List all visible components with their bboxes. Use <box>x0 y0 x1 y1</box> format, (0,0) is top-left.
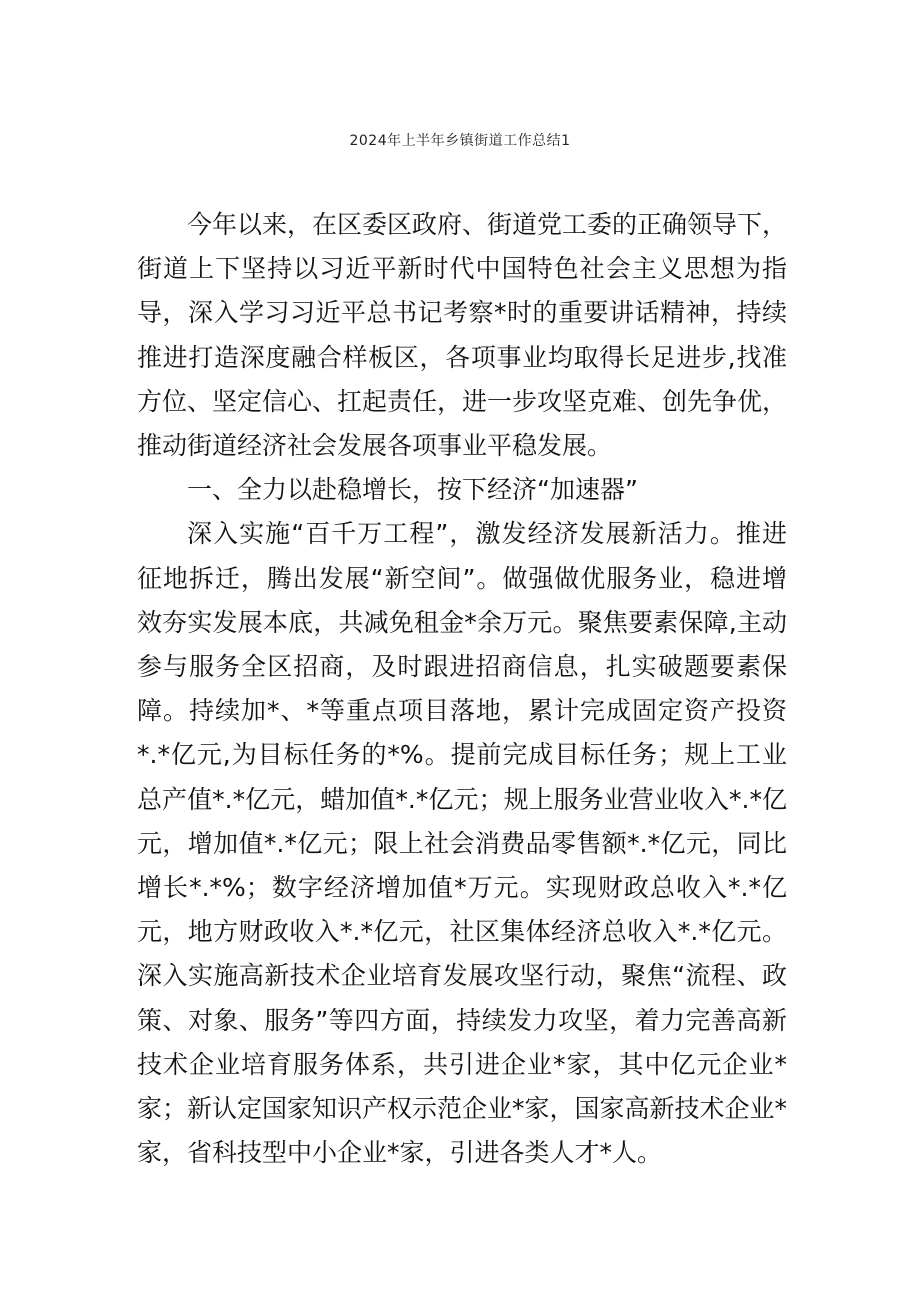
document-title: 2024年上半年乡镇街道工作总结1 <box>349 133 571 149</box>
section-paragraph: 深入实施“百千万工程”，激发经济发展新活力。推进征地拆迁，腾出发展“新空间”。做强做优服务业，稳进增效夯实发展本底，共减免租金*余万元。聚焦要素保障,主动参与服务全区招商，及时跟进招商信息，扎实破题要素保障。持续加*、*等重点项目落地，累计完成固定资产投资*.*亿元,为目标任务的*%。提前完成目标任务；规上工业总产值*.*亿元，蜡加值*.*亿元；规上服务业营业收入*.*亿元，增加值*.*亿元；限上社会消费品零售额*.*亿元，同比增长*.*%；数字经济增加值*万元。实现财政总收入*.*亿元，地方财政收入*.*亿元，社区集体经济总收入*.*亿元。深入实施高新技术企业培育发展攻坚行动，聚焦“流程、政策、对象、服务”等四方面，持续发力攻坚，着力完善高新技术企业培育服务体系，共引进企业*家，其中亿元企业*家；新认定国家知识产权示范企业*家，国家高新技术企业*家，省科技型中小企业*家，引进各类人才*人。 <box>137 519 788 1168</box>
document-body <box>137 203 787 1175</box>
intro-paragraph: 今年以来，在区委区政府、街道党工委的正确领导下，街道上下坚持以习近平新时代中国特色社会主义思想为指导，深入学习习近平总书记考察*时的重要讲话精神，持续推进打造深度融合样板区，各项事业均取得长足进步,找准方位、坚定信心、扛起责任，进一步攻坚克难、创先争优，推动街道经济社会发展各项事业平稳发展。 <box>137 210 788 461</box>
section-heading: 一、全力以赴稳增长，按下经济“加速器” <box>187 475 638 505</box>
